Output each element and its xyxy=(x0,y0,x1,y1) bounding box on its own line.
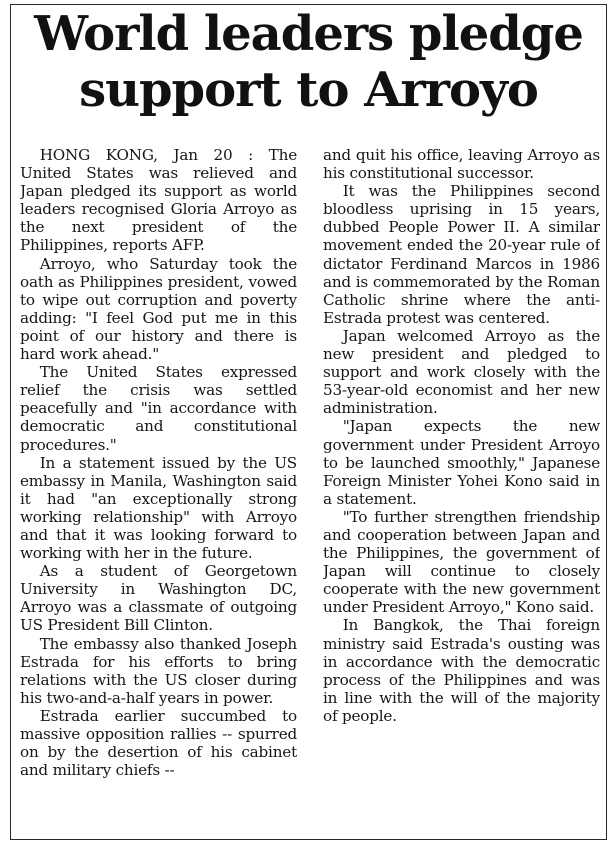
paragraph-continuation: and quit his office, leaving Arroyo as his constitutional successor. xyxy=(323,146,600,183)
paragraph: "To further strengthen friendship and cooperation between Japan and the Philippines, the government of Japan will continue to closely cooperate with the new government under President Arroyo," Kono said. xyxy=(323,507,600,617)
column-right xyxy=(323,146,600,832)
headline-line-1: World leaders pledge xyxy=(34,6,583,62)
paragraph: Estrada earlier succumbed to massive opposition rallies -- spurred on by the desertion of his cabinet and military chiefs -- xyxy=(20,706,297,780)
paragraph: The United States expressed relief the crisis was settled peacefully and "in accordance with democratic and constitutional procedures." xyxy=(20,363,297,454)
paragraph: In a statement issued by the US embassy in Manila, Washington said it had "an exceptionally strong working relationship" with Arroyo and that it was looking forward to working with her in the future. xyxy=(20,453,297,563)
paragraph: Arroyo, who Saturday took the oath as Philippines president, vowed to wipe out corruption and poverty adding: "I feel God put me in this point of our history and there is hard work ahead." xyxy=(20,254,297,364)
paragraph: The embassy also thanked Joseph Estrada for his efforts to bring relations with the US closer during his two-and-a-half years in power. xyxy=(20,634,297,707)
paragraph: Japan welcomed Arroyo as the new president and pledged to support and work closely with the 53-year-old economist and her new administration. xyxy=(323,326,600,418)
paragraph: It was the Philippines second bloodless uprising in 15 years, dubbed People Power II. A similar movement ended the 20-year rule of dictator Ferdinand Marcos in 1986 and is commemorated by the Roman Catholic shrine where the anti-Estrada protest was centered. xyxy=(323,182,600,327)
paragraph: "Japan expects the new government under President Arroyo to be launched smoothly," Japanese Foreign Minister Yohei Kono said in a statement. xyxy=(323,417,600,508)
paragraph: HONG KONG, Jan 20 : The United States was relieved and Japan pledged its support as world leaders recognised Gloria Arroyo as the next president of the Philippines, reports AFP. xyxy=(20,146,297,255)
headline-line-2: support to Arroyo xyxy=(79,62,538,118)
paragraph: As a student of Georgetown University in Washington DC, Arroyo was a classmate of outgoing US President Bill Clinton. xyxy=(20,562,297,635)
headline xyxy=(10,6,607,118)
article-body xyxy=(20,146,600,832)
column-left xyxy=(20,146,297,832)
paragraph: In Bangkok, the Thai foreign ministry said Estrada's ousting was in accordance with the democratic process of the Philippines and was in line with the will of the majority of people. xyxy=(323,616,600,725)
